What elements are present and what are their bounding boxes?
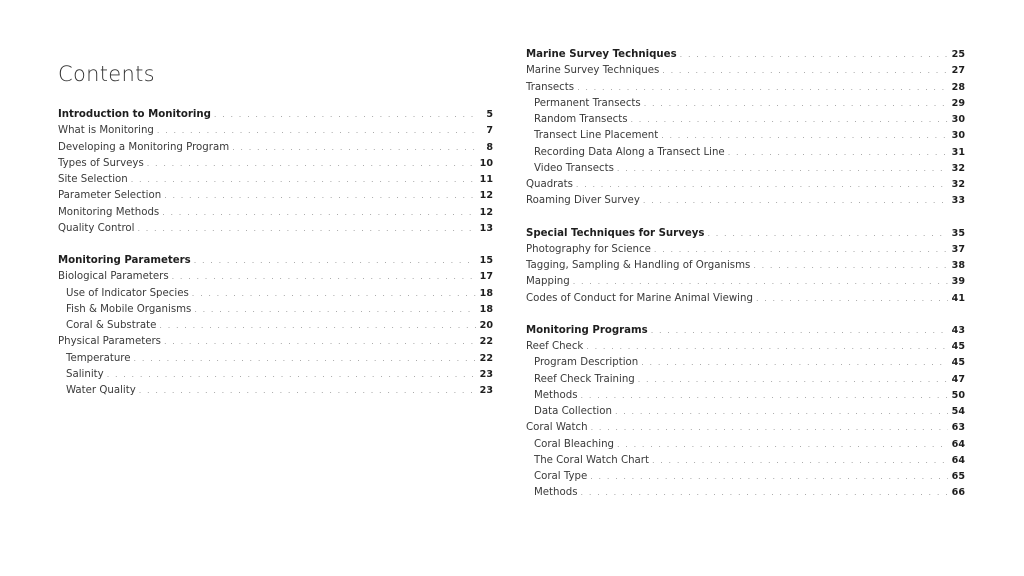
page-title: Contents	[58, 62, 155, 86]
toc-entry-label: Reef Check	[526, 341, 584, 352]
toc-entry[interactable]	[58, 318, 493, 334]
toc-page-number: 20	[479, 320, 493, 331]
toc-entry-label: Coral Bleaching	[534, 438, 614, 450]
toc-page-number: 45	[951, 341, 965, 352]
toc-entry-label: Quadrats	[526, 179, 573, 190]
toc-entry-label: Random Transects	[534, 114, 628, 125]
toc-page-number: 29	[951, 97, 965, 109]
toc-page-number: 39	[951, 276, 965, 288]
toc-right-column	[526, 47, 965, 518]
toc-entry[interactable]	[526, 437, 965, 453]
dot-leader	[194, 302, 476, 318]
dot-leader	[631, 112, 948, 128]
toc-entry-label: Use of Indicator Species	[66, 287, 189, 299]
dot-leader	[617, 437, 948, 453]
toc-entry-label: Monitoring Parameters	[58, 255, 191, 266]
toc-entry-label: Site Selection	[58, 174, 128, 185]
dot-leader	[192, 286, 476, 302]
dot-leader	[756, 291, 948, 307]
dot-leader	[586, 339, 948, 355]
toc-page-number: 5	[486, 109, 493, 120]
toc-entry-label: Types of Surveys	[58, 157, 144, 169]
toc-entry[interactable]	[526, 485, 965, 501]
dot-leader	[707, 226, 948, 242]
toc-section-heading[interactable]	[526, 323, 965, 339]
toc-section-heading[interactable]	[526, 226, 965, 242]
toc-entry[interactable]	[58, 334, 493, 350]
dot-leader	[753, 258, 948, 274]
dot-leader	[728, 145, 948, 161]
toc-entry[interactable]	[58, 302, 493, 318]
toc-entry-label: Quality Control	[58, 222, 135, 234]
toc-entry[interactable]	[58, 172, 493, 188]
toc-entry-label: Codes of Conduct for Marine Animal Viewing	[526, 292, 753, 304]
dot-leader	[139, 383, 476, 399]
toc-entry-label: Coral Type	[534, 471, 588, 482]
toc-entry[interactable]	[526, 372, 965, 388]
dot-leader	[644, 96, 948, 112]
dot-leader	[654, 242, 948, 258]
toc-entry-label: Transect Line Placement	[534, 130, 659, 142]
toc-entry[interactable]	[526, 242, 965, 258]
toc-entry[interactable]	[58, 123, 493, 139]
toc-entry[interactable]	[526, 469, 965, 485]
toc-entry[interactable]	[526, 355, 965, 371]
dot-leader	[134, 351, 476, 367]
dot-leader	[164, 334, 476, 350]
dot-leader	[159, 318, 476, 334]
toc-page-number: 37	[951, 243, 965, 255]
toc-entry-label: Salinity	[66, 368, 104, 380]
toc-entry[interactable]	[58, 367, 493, 383]
toc-entry[interactable]	[526, 420, 965, 436]
toc-entry-label: Marine Survey Techniques	[526, 65, 660, 77]
toc-entry[interactable]	[526, 193, 965, 209]
toc-page-number: 64	[951, 438, 965, 450]
toc-left-column	[58, 107, 493, 415]
dot-leader	[162, 205, 476, 221]
toc-page-number: 35	[951, 227, 965, 239]
toc-entry-label: Coral & Substrate	[66, 320, 157, 331]
dot-leader	[147, 156, 476, 172]
toc-page-number: 66	[951, 487, 965, 499]
toc-entry-label: Parameter Selection	[58, 190, 162, 202]
toc-page-number: 45	[951, 357, 965, 369]
toc-page-number: 31	[951, 146, 965, 158]
toc-entry-label: Monitoring Programs	[526, 324, 648, 336]
toc-page-number: 43	[951, 324, 965, 336]
toc-entry[interactable]	[526, 274, 965, 290]
toc-entry-label: Biological Parameters	[58, 271, 169, 283]
toc-page-number: 25	[951, 49, 965, 60]
dot-leader	[107, 367, 476, 383]
toc-entry-label: Tagging, Sampling & Handling of Organisms	[526, 260, 751, 271]
toc-section-heading[interactable]	[526, 47, 965, 63]
toc-page-number: 18	[479, 287, 493, 299]
toc-entry-label: Data Collection	[534, 406, 612, 417]
toc-entry[interactable]	[526, 258, 965, 274]
toc-entry-label: Monitoring Methods	[58, 206, 160, 218]
toc-entry[interactable]	[526, 80, 965, 96]
dot-leader	[643, 193, 948, 209]
toc-section	[58, 253, 493, 399]
toc-entry-label: Temperature	[66, 352, 131, 364]
toc-entry-label: Program Description	[534, 357, 639, 369]
dot-leader	[590, 469, 948, 485]
toc-page-number: 22	[479, 336, 493, 348]
toc-entry[interactable]	[526, 177, 965, 193]
toc-page-number: 47	[951, 373, 965, 385]
toc-page-number: 50	[951, 389, 965, 401]
toc-page-number: 13	[479, 222, 493, 234]
toc-page-number: 63	[951, 422, 965, 434]
toc-page-number: 12	[479, 206, 493, 218]
toc-page-number: 32	[951, 179, 965, 190]
toc-entry[interactable]	[526, 339, 965, 355]
toc-entry[interactable]	[58, 269, 493, 285]
dot-leader	[652, 453, 948, 469]
toc-entry[interactable]	[526, 161, 965, 177]
toc-page-number: 7	[486, 125, 493, 137]
toc-entry[interactable]	[58, 140, 493, 156]
toc-page-number: 32	[951, 162, 965, 174]
toc-entry[interactable]	[526, 63, 965, 79]
toc-entry-label: Permanent Transects	[534, 97, 641, 109]
toc-entry-label: Video Transects	[534, 162, 614, 174]
toc-page-number: 23	[479, 368, 493, 380]
toc-entry-label: Photography for Science	[526, 243, 651, 255]
toc-page-number: 28	[951, 81, 965, 93]
toc-page-number: 41	[951, 292, 965, 304]
toc-entry-label: Fish & Mobile Organisms	[66, 303, 192, 315]
toc-entry[interactable]	[58, 351, 493, 367]
toc-page-number: 18	[479, 303, 493, 315]
toc-page-number: 33	[951, 195, 965, 207]
dot-leader	[591, 420, 948, 436]
toc-page-number: 30	[951, 114, 965, 125]
toc-entry-label: Transects	[526, 81, 575, 93]
toc-section	[526, 226, 965, 307]
toc-entry-label: Methods	[534, 389, 578, 401]
toc-entry-label: Marine Survey Techniques	[526, 49, 677, 60]
toc-entry-label: Introduction to Monitoring	[58, 109, 211, 120]
toc-entry[interactable]	[58, 188, 493, 204]
toc-page-number: 17	[479, 271, 493, 283]
toc-entry[interactable]	[526, 388, 965, 404]
toc-page-number: 10	[479, 157, 493, 169]
toc-entry-label: Special Techniques for Surveys	[526, 227, 705, 239]
toc-entry-label: Methods	[534, 487, 578, 499]
dot-leader	[615, 404, 948, 420]
dot-leader	[641, 355, 948, 371]
toc-entry[interactable]	[58, 221, 493, 237]
dot-leader	[662, 63, 948, 79]
dot-leader	[194, 253, 476, 269]
dot-leader	[651, 323, 948, 339]
toc-entry[interactable]	[526, 112, 965, 128]
toc-section-heading[interactable]	[58, 107, 493, 123]
toc-entry[interactable]	[526, 291, 965, 307]
toc-entry[interactable]	[526, 128, 965, 144]
toc-entry[interactable]	[58, 286, 493, 302]
dot-leader	[581, 388, 948, 404]
toc-entry[interactable]	[526, 453, 965, 469]
toc-entry-label: Coral Watch	[526, 422, 588, 434]
dot-leader	[131, 172, 476, 188]
toc-entry-label: The Coral Watch Chart	[534, 454, 649, 466]
toc-entry-label: Water Quality	[66, 385, 136, 396]
toc-section	[58, 107, 493, 237]
toc-page-number: 38	[951, 260, 965, 271]
dot-leader	[576, 177, 948, 193]
toc-entry-label: Developing a Monitoring Program	[58, 141, 230, 153]
toc-entry[interactable]	[526, 145, 965, 161]
toc-entry[interactable]	[526, 404, 965, 420]
toc-entry[interactable]	[526, 96, 965, 112]
toc-page-number: 23	[479, 385, 493, 396]
dot-leader	[638, 372, 948, 388]
toc-entry-label: Reef Check Training	[534, 373, 635, 385]
dot-leader	[680, 47, 948, 63]
dot-leader	[137, 221, 476, 237]
dot-leader	[164, 188, 476, 204]
toc-page-number: 11	[479, 174, 493, 185]
dot-leader	[214, 107, 476, 123]
toc-entry-label: Mapping	[526, 276, 570, 288]
toc-entry[interactable]	[58, 205, 493, 221]
toc-entry[interactable]	[58, 156, 493, 172]
toc-section	[526, 323, 965, 502]
toc-section	[526, 47, 965, 210]
dot-leader	[661, 128, 948, 144]
dot-leader	[172, 269, 476, 285]
toc-page-number: 22	[479, 352, 493, 364]
dot-leader	[617, 161, 948, 177]
toc-entry[interactable]	[58, 383, 493, 399]
dot-leader	[232, 140, 476, 156]
toc-page-number: 12	[479, 190, 493, 202]
toc-page-number: 30	[951, 130, 965, 142]
toc-page-number: 64	[951, 454, 965, 466]
toc-section-heading[interactable]	[58, 253, 493, 269]
toc-page-number: 65	[951, 471, 965, 482]
toc-entry-label: What is Monitoring	[58, 125, 154, 137]
dot-leader	[157, 123, 476, 139]
toc-entry-label: Physical Parameters	[58, 336, 161, 348]
toc-page-number: 54	[951, 406, 965, 417]
toc-page-number: 8	[486, 141, 493, 153]
dot-leader	[581, 485, 948, 501]
toc-entry-label: Roaming Diver Survey	[526, 195, 640, 207]
toc-entry-label: Recording Data Along a Transect Line	[534, 146, 725, 158]
toc-page-number: 27	[951, 65, 965, 77]
dot-leader	[577, 80, 948, 96]
dot-leader	[573, 274, 948, 290]
toc-page-number: 15	[479, 255, 493, 266]
